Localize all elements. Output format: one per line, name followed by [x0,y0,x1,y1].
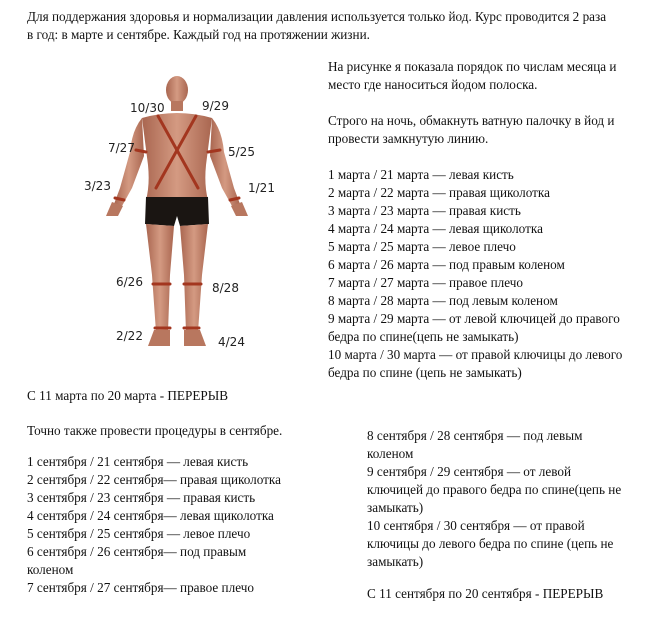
list-item: коленом [27,562,74,577]
list-item: 1 марта / 21 марта — левая кисть [328,167,514,182]
body-figure [82,70,275,370]
list-item: бедра по спине (цепь не замыкать) [328,365,522,380]
text-line: провести замкнутую линию. [328,131,489,146]
list-item: 2 сентября / 22 сентября— правая щиколотка [27,472,281,487]
list-item: 4 марта / 24 марта — левая щиколотка [328,221,543,236]
list-item: 9 марта / 29 марта — от левой ключицей до правого [328,311,620,326]
text-line: место где наноситься йодом полоска. [328,77,538,92]
iodine-left-wrist [230,198,239,200]
list-item: замыкать) [367,500,424,515]
iodine-left-shoulder [208,150,220,152]
left-foot [184,330,206,346]
figure-description [328,58,653,94]
label-10-30: 10/30 [130,101,165,115]
list-item: 4 сентября / 24 сентября— левая щиколотка [27,508,274,523]
head [166,76,188,104]
list-item: 10 марта / 30 марта — от правой ключицы до левого [328,347,623,362]
list-item: 9 сентября / 29 сентября — от левой [367,464,572,479]
instructions-column [328,58,653,382]
intro-text [27,8,647,44]
list-item: 3 марта / 23 марта — правая кисть [328,203,521,218]
list-item: 3 сентября / 23 сентября — правая кисть [27,490,256,505]
intro-line: в год: в марте и сентябре. Каждый год на протяжении жизни. [27,27,370,42]
label-9-29: 9/29 [202,99,229,113]
label-3-23: 3/23 [84,179,111,193]
neck [171,101,183,111]
list-item: ключицей до правого бедра по спине(цепь не [367,482,622,497]
list-item: 10 сентября / 30 сентября — от правой [367,518,585,533]
application-instructions [328,112,653,148]
iodine-right-shoulder [136,150,146,152]
march-pause: С 11 марта по 20 марта - ПЕРЕРЫВ [27,388,229,403]
list-item: бедра по спине(цепь не замыкать) [328,329,519,344]
label-8-28: 8/28 [212,281,239,295]
list-item: 1 сентября / 21 сентября — левая кисть [27,454,249,469]
intro-line: Для поддержания здоровья и нормализации давления используется только йод. Курс проводится 2 раза [27,9,607,24]
body-figure-svg [82,70,275,370]
september-heading: Точно также провести процедуры в сентябре. [27,423,283,438]
list-item: 5 марта / 25 марта — левое плечо [328,239,516,254]
list-item: 6 сентября / 26 сентября— под правым [27,544,247,559]
list-item: 7 марта / 27 марта — правое плечо [328,275,523,290]
label-4-24: 4/24 [218,335,245,349]
list-item: 7 сентября / 27 сентября— правое плечо [27,580,254,595]
march-schedule [328,166,653,382]
list-item: 5 сентября / 25 сентября — левое плечо [27,526,251,541]
right-leg [146,224,174,332]
september-pause: С 11 сентября по 20 сентября - ПЕРЕРЫВ [367,586,604,601]
right-foot [148,330,170,346]
text-line: На рисунке я показала порядок по числам месяца и [328,59,617,74]
left-leg [180,224,208,332]
text-line: Строго на ночь, обмакнуть ватную палочку в йод и [328,113,615,128]
right-arm [114,118,144,206]
label-1-21: 1/21 [248,181,275,195]
september-schedule-right [367,427,652,571]
list-item: 6 марта / 26 марта — под правым коленом [328,257,565,272]
list-item: замыкать) [367,554,424,569]
september-schedule-left [27,453,357,597]
left-arm [210,118,240,206]
iodine-right-wrist [115,198,124,200]
list-item: коленом [367,446,414,461]
label-6-26: 6/26 [116,275,143,289]
label-5-25: 5/25 [228,145,255,159]
list-item: 2 марта / 22 марта — правая щиколотка [328,185,550,200]
list-item: ключицы до левого бедра по спине (цепь не [367,536,614,551]
list-item: 8 сентября / 28 сентября — под левым [367,428,583,443]
shorts [145,197,209,226]
torso [142,113,212,200]
list-item: 8 марта / 28 марта — под левым коленом [328,293,558,308]
label-7-27: 7/27 [108,141,135,155]
label-2-22: 2/22 [116,329,143,343]
